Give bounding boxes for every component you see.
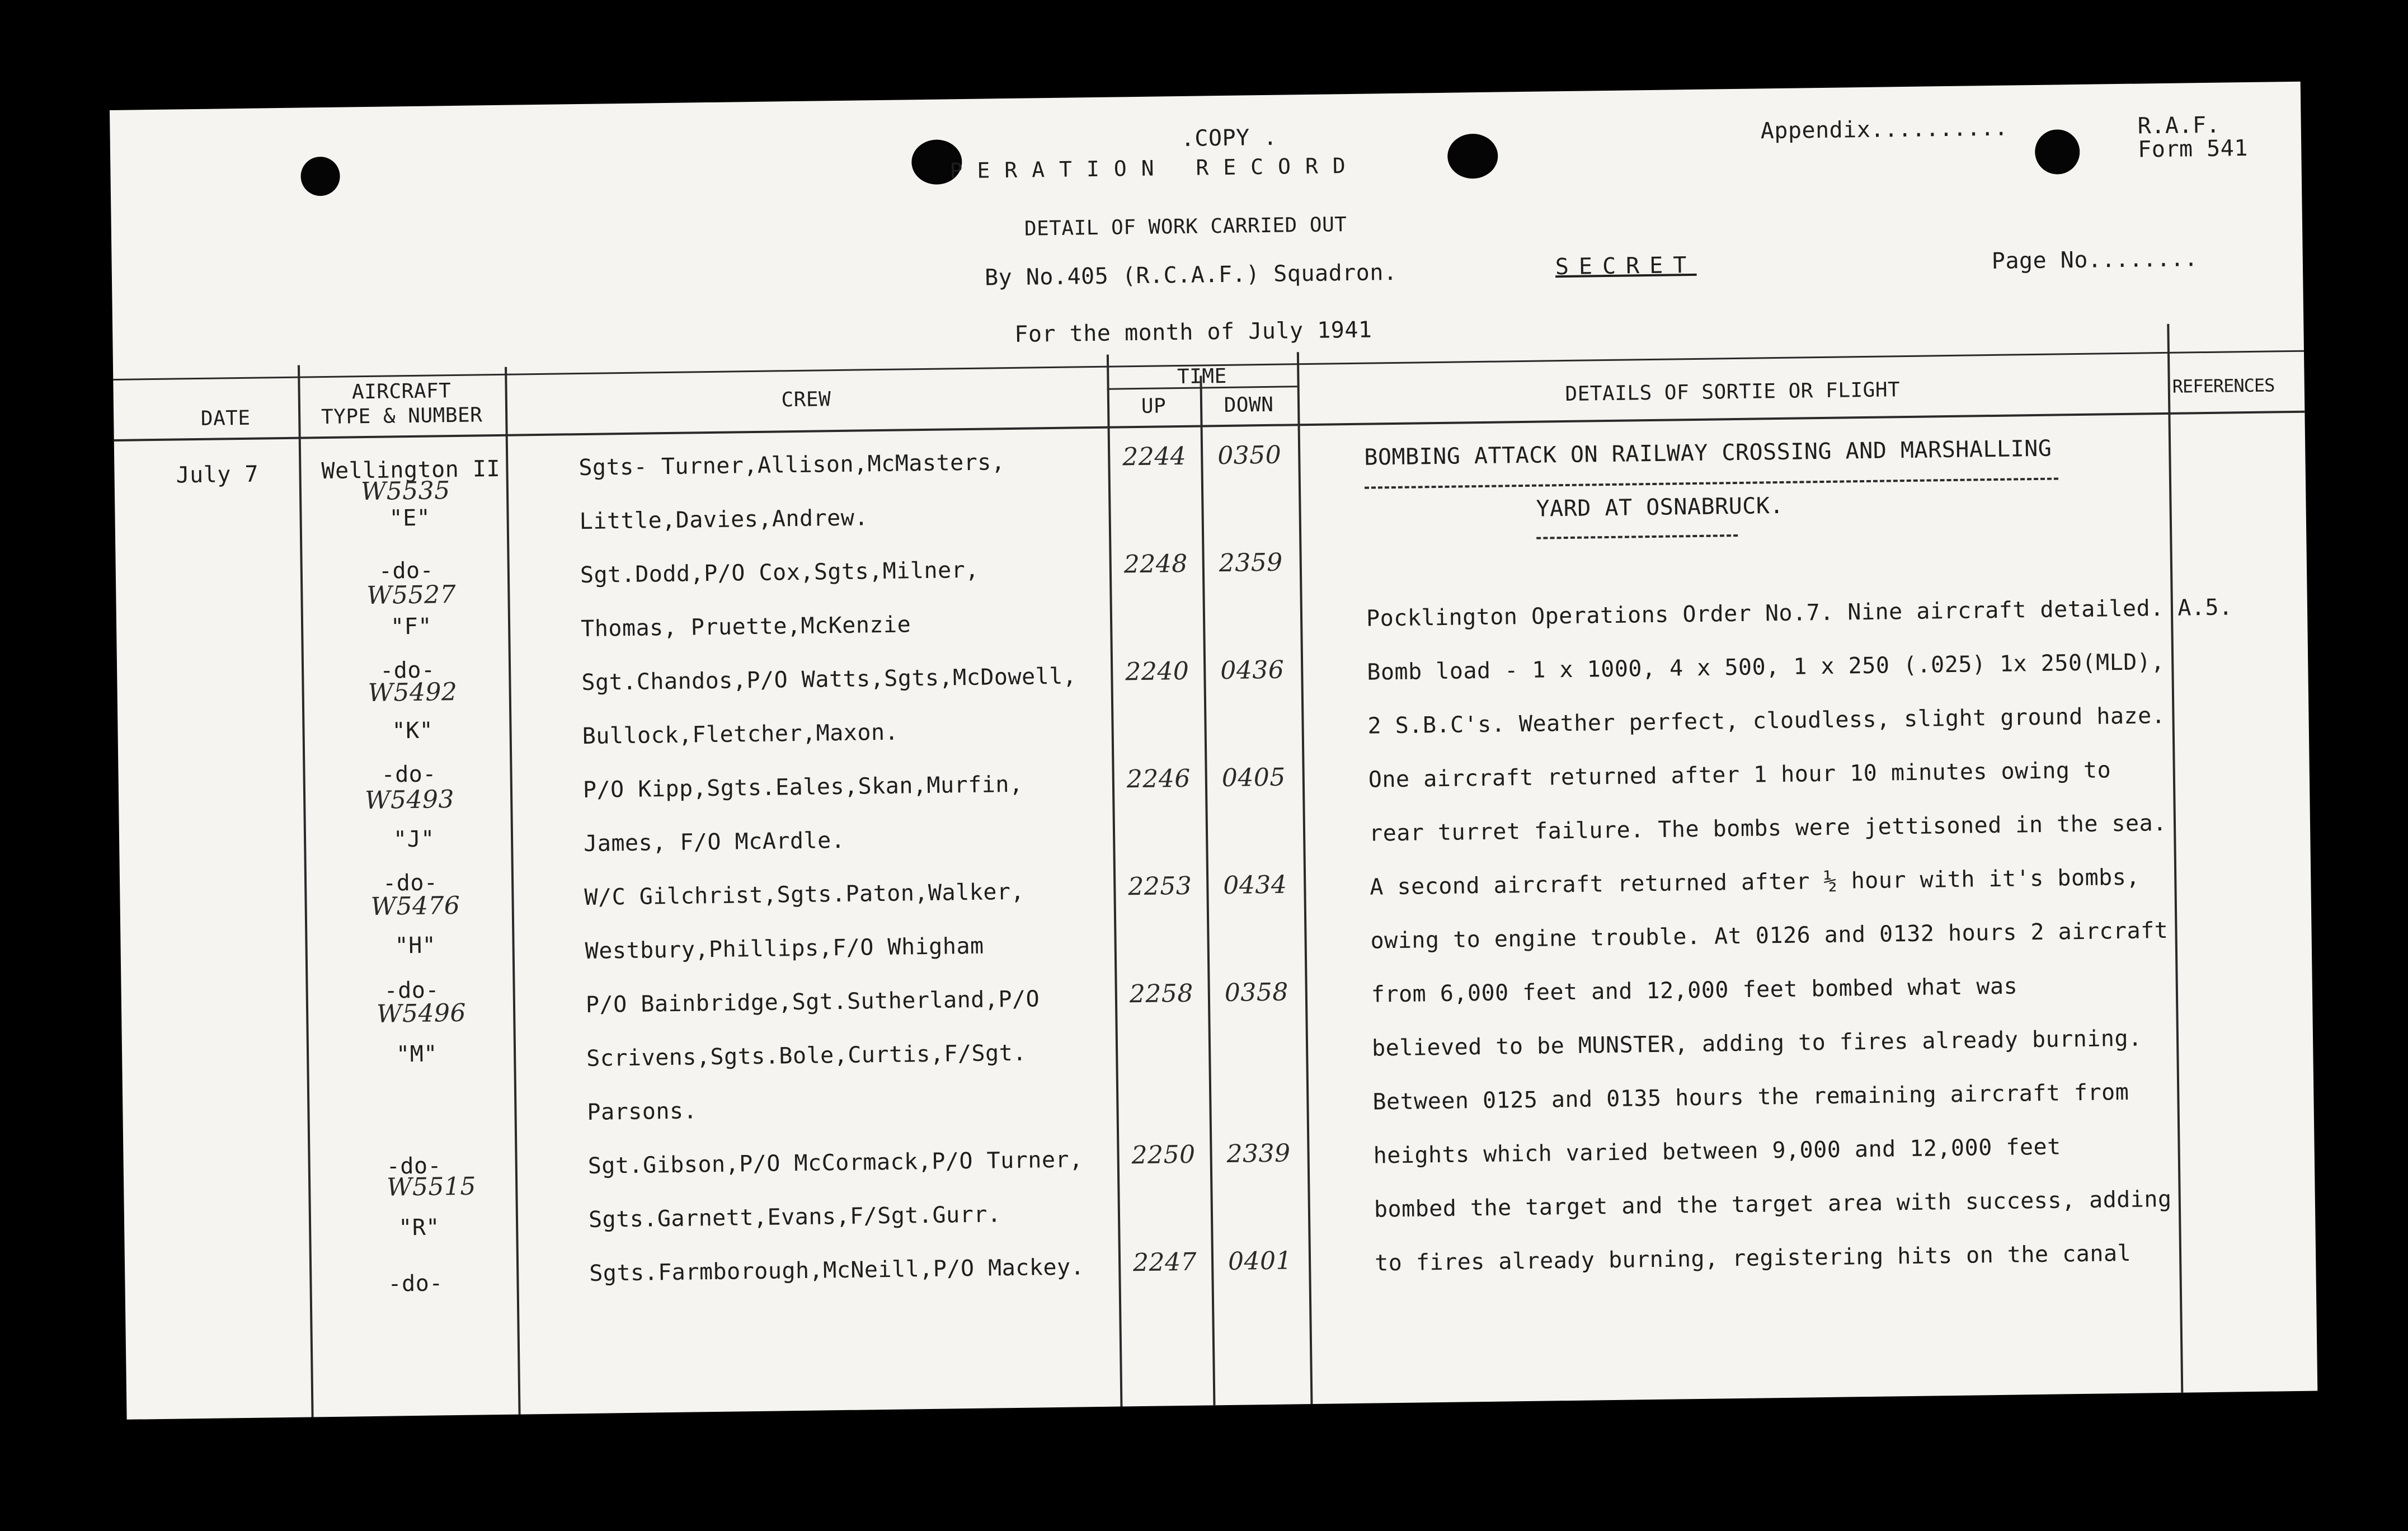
details-line: heights which varied between 9,000 and 12,000 feet <box>1373 1134 2061 1169</box>
time-down: 0434 <box>1222 870 1287 900</box>
time-down: 0436 <box>1220 655 1285 685</box>
aircraft-serial: W5476 <box>370 891 460 922</box>
crew-line: Sgts- Turner,Allison,McMasters, <box>579 449 1005 481</box>
aircraft-letter: "F" <box>390 613 432 640</box>
time-down: 2359 <box>1219 548 1283 578</box>
punch-hole-center-right <box>1447 134 1498 179</box>
details-line: owing to engine trouble. At 0126 and 0132 hours 2 aircraft <box>1370 917 2169 954</box>
details-heading-rule <box>1365 477 2058 489</box>
details-heading-rule <box>1536 534 1738 539</box>
aircraft-letter: "M" <box>396 1041 438 1068</box>
aircraft-serial: W5496 <box>376 998 467 1029</box>
details-line: bombed the target and the target area with success, adding <box>1374 1186 2172 1223</box>
crew-line: Parsons. <box>587 1098 698 1125</box>
aircraft-type: -do- <box>386 1153 442 1180</box>
crew-line: Sgts.Garnett,Evans,F/Sgt.Gurr. <box>588 1201 1001 1233</box>
column-header-aircraft: AIRCRAFT <box>351 379 452 404</box>
appendix-label: Appendix.......... <box>1760 115 2009 144</box>
column-header-down: DOWN <box>1224 393 1274 417</box>
punch-hole-left <box>300 157 340 196</box>
crew-line: Sgt.Gibson,P/O McCormack,P/O Turner, <box>587 1147 1083 1179</box>
details-line: 2 S.B.C's. Weather perfect, cloudless, slight ground haze. <box>1367 703 2166 739</box>
time-down: 0405 <box>1221 763 1286 793</box>
operations-record-form <box>110 82 2317 1420</box>
aircraft-serial: W5535 <box>360 476 450 506</box>
aircraft-serial: W5492 <box>368 677 458 708</box>
column-header-crew: CREW <box>781 388 831 412</box>
time-up: 2246 <box>1126 764 1191 794</box>
details-heading: BOMBING ATTACK ON RAILWAY CROSSING AND MARSHALLING <box>1364 435 2052 471</box>
aircraft-letter: "E" <box>389 505 431 532</box>
crew-line: Scrivens,Sgts.Bole,Curtis,F/Sgt. <box>586 1040 1027 1072</box>
raf-label: R.A.F. <box>2137 112 2221 139</box>
time-down: 0401 <box>1227 1246 1292 1276</box>
column-header-type-number: TYPE & NUMBER <box>321 403 483 429</box>
crew-line: P/O Bainbridge,Sgt.Sutherland,P/O <box>585 986 1040 1018</box>
details-heading: YARD AT OSNABRUCK. <box>1536 492 1784 522</box>
aircraft-type: -do- <box>378 557 434 584</box>
column-header-up: UP <box>1141 395 1167 418</box>
column-divider-aircraft <box>505 367 521 1415</box>
form-title: PERATION RECORD <box>949 153 1360 184</box>
time-up: 2247 <box>1132 1247 1197 1278</box>
details-line: rear turret failure. The bombs were jettisoned in the sea. <box>1368 810 2167 847</box>
crew-line: P/O Kipp,Sgts.Eales,Skan,Murfin, <box>582 771 1023 804</box>
column-divider-details <box>2167 324 2183 1393</box>
punch-hole-right <box>2035 129 2080 175</box>
column-header-time: TIME <box>1177 364 1227 389</box>
column-divider-date <box>298 365 314 1417</box>
month-label: For the month of July 1941 <box>1014 317 1372 347</box>
aircraft-type: -do- <box>384 977 440 1004</box>
time-up: 2258 <box>1129 979 1194 1009</box>
details-line: One aircraft returned after 1 hour 10 minutes owing to <box>1368 757 2111 793</box>
details-line: to fires already burning, registering hits on the canal <box>1374 1240 2132 1276</box>
details-line: Pocklington Operations Order No.7. Nine aircraft detailed. A.5. <box>1366 594 2233 632</box>
time-up: 2253 <box>1127 871 1192 901</box>
column-header-date: DATE <box>200 406 251 430</box>
aircraft-type: -do- <box>379 657 435 684</box>
time-up: 2248 <box>1123 549 1188 579</box>
time-up: 2240 <box>1125 656 1189 687</box>
aircraft-type: Wellington II <box>321 455 501 485</box>
crew-line: Bullock,Fletcher,Maxon. <box>582 719 899 750</box>
time-down: 0358 <box>1224 978 1289 1008</box>
crew-line: Sgts.Farmborough,McNeill,P/O Mackey. <box>589 1254 1085 1286</box>
details-line: believed to be MUNSTER, adding to fires already burning. <box>1371 1025 2142 1062</box>
column-header-details: DETAILS OF SORTIE OR FLIGHT <box>1565 378 1901 406</box>
details-line: from 6,000 feet and 12,000 feet bombed what was <box>1371 973 2018 1008</box>
aircraft-type: -do- <box>382 870 438 896</box>
aircraft-serial: W5493 <box>364 785 455 815</box>
aircraft-serial: W5515 <box>386 1172 477 1202</box>
crew-line: James, F/O McArdle. <box>583 827 845 857</box>
copy-label: .COPY . <box>1181 124 1278 152</box>
time-down: 2339 <box>1226 1139 1291 1169</box>
details-line: Between 0125 and 0135 hours the remaining aircraft from <box>1372 1079 2129 1115</box>
crew-line: Thomas, Pruette,McKenzie <box>580 612 911 642</box>
aircraft-letter: "R" <box>398 1214 440 1241</box>
time-up: 2250 <box>1131 1140 1196 1170</box>
details-line: Bomb load - 1 x 1000, 4 x 500, 1 x 250 (.025) 1x 250(MLD), <box>1367 649 2165 685</box>
aircraft-letter: "J" <box>393 826 435 853</box>
aircraft-type: -do- <box>381 761 437 788</box>
aircraft-serial: W5527 <box>366 580 457 610</box>
aircraft-letter: "K" <box>392 717 434 744</box>
crew-line: Sgt.Dodd,P/O Cox,Sgts,Milner, <box>580 557 980 589</box>
aircraft-letter: "H" <box>394 932 436 959</box>
entry-date: July 7 <box>176 461 259 489</box>
page-number: Page No........ <box>1991 246 2198 274</box>
secret-label: SECRET <box>1555 252 1697 280</box>
crew-line: Westbury,Phillips,F/O Whigham <box>585 933 984 965</box>
details-line: A second aircraft returned after ½ hour with it's bombs, <box>1370 864 2141 900</box>
detail-heading: DETAIL OF WORK CARRIED OUT <box>1024 213 1347 241</box>
column-header-references: REFERENCES <box>2172 374 2275 397</box>
crew-line: Sgt.Chandos,P/O Watts,Sgts,McDowell, <box>581 663 1077 696</box>
form-number: Form 541 <box>2137 135 2249 163</box>
squadron-label: By No.405 (R.C.A.F.) Squadron. <box>984 259 1398 291</box>
crew-line: W/C Gilchrist,Sgts.Paton,Walker, <box>584 879 1025 911</box>
time-down: 0350 <box>1217 440 1282 471</box>
crew-line: Little,Davies,Andrew. <box>579 505 869 535</box>
time-up: 2244 <box>1122 442 1187 472</box>
aircraft-type: -do- <box>388 1270 444 1297</box>
